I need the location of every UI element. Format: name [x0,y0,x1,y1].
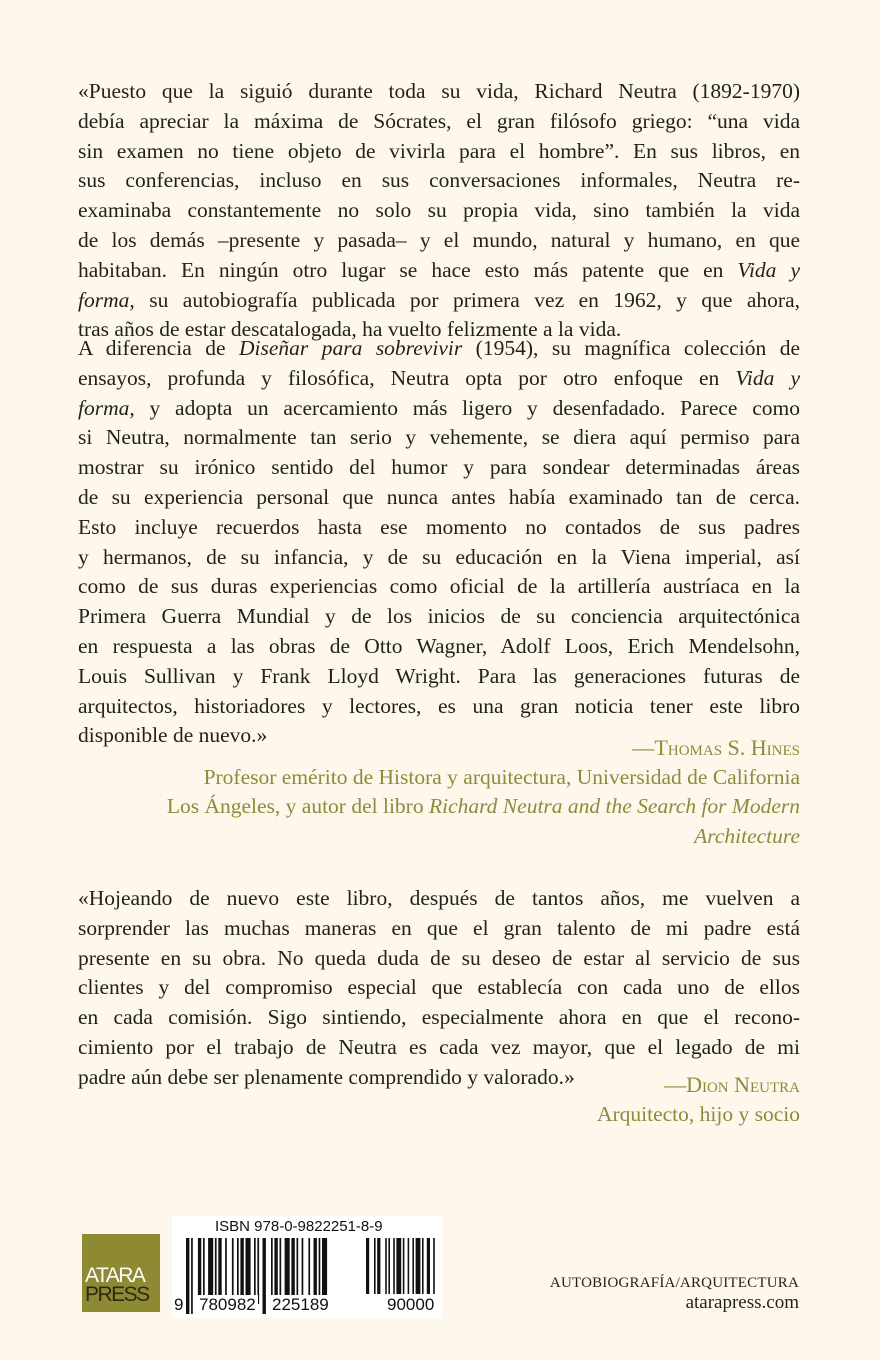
text-segment: Primera Guerra Mundial y de los inicios de su conciencia arquitectónica [78,604,800,629]
attribution-dion [597,1070,800,1129]
text-segment: de los demás –presente y pasada– y el mundo, natural y humano, en que [78,227,800,252]
text-line [78,77,800,107]
attribution-text: Los Ángeles, y autor del libro [166,794,429,818]
text-segment: tras años de estar descatalogada, ha vuelto felizmente a la vida. [78,317,622,342]
barcode-addon-bar [416,1238,421,1294]
text-segment: mostrar su irónico sentido del humor y para sondear determinadas áreas [78,455,800,480]
barcode-digit-first: 9 [174,1295,184,1314]
barcode-addon-bar [396,1238,401,1294]
text-line [78,226,800,256]
barcode-addon-bar [385,1238,387,1294]
italic-title: forma [78,287,130,312]
barcode-bar [191,1238,193,1314]
text-segment: «Puesto que la siguió durante toda su vida, Richard Neutra (1892-1970) [78,79,800,103]
atara-press-logo [82,1234,160,1312]
barcode-addon-bar [374,1238,376,1294]
text-line [78,364,800,394]
text-segment: clientes y del compromiso especial que establecía con cada uno de ellos [78,975,800,1000]
barcode-addon-bar [388,1238,390,1294]
text-line [78,944,800,974]
text-segment: arquitectos, historiadores y lectores, es una gran noticia tener este libro [78,693,800,718]
italic-title: Vida y [737,257,800,282]
text-line [78,692,800,722]
text-segment: y hermanos, de su infancia, y de su educación en la Viena imperial, así [78,544,800,569]
publisher-url[interactable]: atarapress.com [685,1292,799,1313]
text-segment: sorprender las muchas maneras en que el gran talento de mi padre está [78,915,800,940]
text-segment: sin examen no tiene objeto de vivirla para el hombre”. En sus libros, en [78,138,800,163]
text-segment: como de sus duras experiencias como oficial de la artillería austríaca en la [78,574,800,599]
text-line [78,973,800,1003]
text-line [78,513,800,543]
text-line [78,256,800,286]
text-line [78,137,800,167]
book-title-cont: Architecture [694,823,800,848]
text-segment: «Hojeando de nuevo este libro, después de tantos años, me vuelven a [78,886,800,910]
text-segment: en cada comisión. Sigo sintiendo, especialmente ahora en que el recono- [78,1005,800,1030]
text-line [78,394,800,424]
barcode-group-1: 780982 [199,1295,256,1314]
isbn-barcode [172,1216,442,1318]
text-line [78,166,800,196]
attribution-name: —Dion Neutra [664,1072,800,1097]
text-segment: , y adopta un acercamiento más ligero y desenfadado. Parece como [129,395,800,420]
barcode-addon-bar [403,1238,405,1294]
text-line [78,196,800,226]
barcode-addon: 90000 [387,1295,435,1314]
text-segment: debía apreciar la máxima de Sócrates, el gran filósofo griego: “una vida [78,108,800,133]
text-line [78,423,800,453]
text-segment: examinaba constantemente no solo su propia vida, sino también la vida [78,198,800,223]
text-line [78,572,800,602]
text-line [78,334,800,364]
text-segment: Louis Sullivan y Frank Lloyd Wright. Para las generaciones futuras de [78,663,800,688]
attribution-role: Arquitecto, hijo y socio [596,1101,800,1126]
text-segment: sus conferencias, incluso en sus conversaciones informales, Neutra re- [78,168,800,193]
italic-title: Diseñar para sobrevivir [238,336,463,360]
barcode-addon-bar [422,1238,424,1294]
text-line [78,632,800,662]
text-segment: (1954), su magnífica colección de [462,336,800,360]
barcode-addon-bar [408,1238,410,1294]
barcode-bar [186,1238,189,1314]
text-line [78,483,800,513]
text-segment: cimiento por el trabajo de Neutra es cada vez mayor, que el legado de mi [78,1034,800,1059]
barcode-group-2: 225189 [272,1295,329,1314]
text-segment: Esto incluye recuerdos hasta ese momento no contados de sus padres [78,514,800,539]
quote-paragraph-1 [78,77,800,345]
attribution-hines [167,733,800,851]
barcode-addon-bar [366,1238,369,1294]
attribution-title: Profesor emérito de Histora y arquitectura, Universidad de California [203,764,800,789]
text-line [78,884,800,914]
text-line [78,662,800,692]
text-segment: presente en su obra. No queda duda de su deseo de estar al servicio de sus [78,945,800,970]
text-line [78,602,800,632]
text-line [78,1003,800,1033]
barcode-addon-bar [433,1238,435,1294]
text-line [78,543,800,573]
book-title: Richard Neutra and the Search for Modern [428,794,800,818]
barcode-addon-bar [412,1238,414,1294]
text-segment: en respuesta a las obras de Otto Wagner, Adolf Loos, Erich Mendelsohn, [78,633,800,658]
attribution-name: —Thomas S. Hines [632,735,800,760]
text-segment: ensayos, profunda y filosófica, Neutra opta por otro enfoque en [78,365,736,390]
logo-line-1: ATARA [85,1264,145,1287]
text-segment: disponible de nuevo.» [78,723,268,748]
text-segment: si Neutra, normalmente tan serio y vehemente, se diera aquí permiso para [78,425,800,450]
text-line [78,453,800,483]
text-line [78,914,800,944]
italic-title: Vida y [735,365,800,390]
isbn-text: ISBN 978-0-9822251-8-9 [215,1218,383,1235]
quote-paragraph-3 [78,884,800,1093]
text-segment: habitaban. En ningún otro lugar se hace esto más patente que en [78,257,738,282]
text-line [78,1033,800,1063]
text-segment: A diferencia de [78,336,239,360]
text-segment: , su autobiografía publicada por primera vez en 1962, y que ahora, [129,287,800,312]
text-segment: padre aún debe ser plenamente comprendido y valorado.» [78,1064,575,1089]
category-label: AUTOBIOGRAFÍA/ARQUITECTURA [549,1275,799,1291]
barcode-addon-bar [427,1238,430,1294]
italic-title: forma [78,395,130,420]
barcode-bar [263,1238,266,1314]
text-line [78,107,800,137]
logo-line-2: PRESS [85,1283,149,1306]
text-line [78,286,800,316]
quote-paragraph-2 [78,334,800,751]
text-segment: de su experiencia personal que nunca antes había examinado tan de cerca. [78,484,800,509]
barcode-addon-bar [393,1238,395,1294]
barcode-addon-bar [377,1238,380,1294]
